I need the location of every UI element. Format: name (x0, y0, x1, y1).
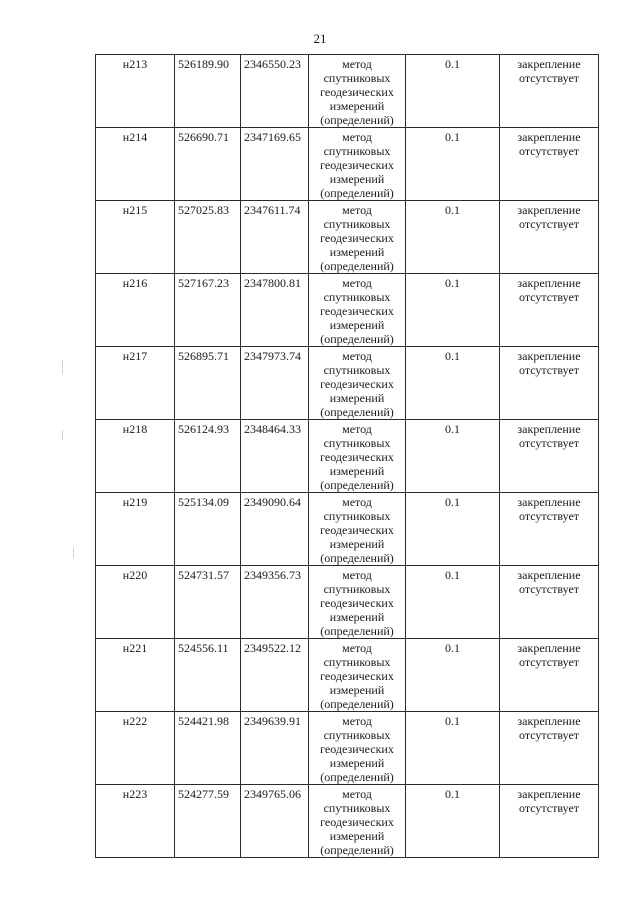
table-row (96, 639, 599, 712)
y-coordinate-text: 2349639.91 (244, 714, 301, 728)
accuracy-text: 0.1 (445, 641, 460, 655)
y-coordinate-text: 2346550.23 (244, 57, 301, 71)
fixing-description-cell (500, 712, 599, 785)
accuracy-cell (406, 785, 500, 858)
method-cell (309, 274, 406, 347)
scan-artifact (73, 548, 74, 558)
x-coordinate-cell (175, 55, 241, 128)
method-cell (309, 128, 406, 201)
point-id-text: н221 (122, 641, 148, 655)
scan-artifact (62, 430, 63, 440)
x-coordinate-cell (175, 712, 241, 785)
table-row (96, 201, 599, 274)
accuracy-cell (406, 639, 500, 712)
accuracy-cell (406, 128, 500, 201)
fixing-description-cell (500, 274, 599, 347)
fixing-description-cell (500, 785, 599, 858)
x-coordinate-text: 527025.83 (178, 203, 229, 217)
y-coordinate-cell (241, 55, 309, 128)
x-coordinate-cell (175, 785, 241, 858)
y-coordinate-text: 2349765.06 (244, 787, 301, 801)
table-row (96, 493, 599, 566)
point-id-cell (96, 493, 175, 566)
scan-artifact (62, 360, 63, 374)
x-coordinate-text: 524731.57 (178, 568, 229, 582)
accuracy-cell (406, 274, 500, 347)
point-id-text: н216 (122, 276, 148, 290)
points-table-body (96, 55, 599, 858)
table-row (96, 55, 599, 128)
accuracy-text: 0.1 (445, 57, 460, 71)
x-coordinate-cell (175, 566, 241, 639)
x-coordinate-cell (175, 128, 241, 201)
y-coordinate-text: 2347611.74 (244, 203, 301, 217)
point-id-text: н219 (122, 495, 148, 509)
method-text: метод спутниковых геодезических измерений (определений) (320, 130, 394, 200)
fixing-description-cell (500, 347, 599, 420)
fixing-description-text: закрепление отсутствует (517, 495, 581, 523)
accuracy-cell (406, 420, 500, 493)
point-id-text: н218 (122, 422, 148, 436)
y-coordinate-text: 2348464.33 (244, 422, 301, 436)
x-coordinate-text: 524556.11 (178, 641, 229, 655)
y-coordinate-cell (241, 493, 309, 566)
fixing-description-cell (500, 566, 599, 639)
method-text: метод спутниковых геодезических измерений (определений) (320, 203, 394, 273)
accuracy-text: 0.1 (445, 276, 460, 290)
point-id-cell (96, 274, 175, 347)
accuracy-cell (406, 201, 500, 274)
x-coordinate-cell (175, 201, 241, 274)
x-coordinate-text: 524421.98 (178, 714, 229, 728)
fixing-description-text: закрепление отсутствует (517, 57, 581, 85)
accuracy-text: 0.1 (445, 714, 460, 728)
fixing-description-text: закрепление отсутствует (517, 422, 581, 450)
method-text: метод спутниковых геодезических измерений (определений) (320, 57, 394, 127)
fixing-description-text: закрепление отсутствует (517, 130, 581, 158)
point-id-text: н223 (122, 787, 148, 801)
method-cell (309, 712, 406, 785)
y-coordinate-cell (241, 712, 309, 785)
y-coordinate-text: 2347800.81 (244, 276, 301, 290)
table-row (96, 274, 599, 347)
accuracy-text: 0.1 (445, 568, 460, 582)
method-cell (309, 566, 406, 639)
method-cell (309, 639, 406, 712)
method-cell (309, 493, 406, 566)
accuracy-cell (406, 712, 500, 785)
point-id-text: н213 (122, 57, 148, 71)
accuracy-cell (406, 566, 500, 639)
accuracy-text: 0.1 (445, 130, 460, 144)
point-id-text: н220 (122, 568, 148, 582)
x-coordinate-cell (175, 493, 241, 566)
accuracy-text: 0.1 (445, 349, 460, 363)
point-id-cell (96, 55, 175, 128)
accuracy-cell (406, 347, 500, 420)
table-row (96, 128, 599, 201)
x-coordinate-text: 525134.09 (178, 495, 229, 509)
y-coordinate-cell (241, 128, 309, 201)
x-coordinate-text: 526189.90 (178, 57, 229, 71)
y-coordinate-text: 2349090.64 (244, 495, 301, 509)
x-coordinate-cell (175, 274, 241, 347)
accuracy-cell (406, 55, 500, 128)
fixing-description-text: закрепление отсутствует (517, 787, 581, 815)
point-id-text: н214 (122, 130, 148, 144)
method-cell (309, 201, 406, 274)
point-id-cell (96, 420, 175, 493)
page-number: 21 (313, 31, 327, 46)
method-cell (309, 347, 406, 420)
y-coordinate-text: 2349356.73 (244, 568, 301, 582)
y-coordinate-cell (241, 639, 309, 712)
point-id-cell (96, 566, 175, 639)
x-coordinate-cell (175, 639, 241, 712)
fixing-description-text: закрепление отсутствует (517, 714, 581, 742)
point-id-cell (96, 639, 175, 712)
accuracy-text: 0.1 (445, 787, 460, 801)
y-coordinate-cell (241, 785, 309, 858)
point-id-cell (96, 201, 175, 274)
y-coordinate-cell (241, 420, 309, 493)
table-row (96, 566, 599, 639)
fixing-description-cell (500, 639, 599, 712)
accuracy-text: 0.1 (445, 495, 460, 509)
table-row (96, 712, 599, 785)
fixing-description-cell (500, 128, 599, 201)
method-cell (309, 785, 406, 858)
fixing-description-cell (500, 55, 599, 128)
point-id-text: н217 (122, 349, 148, 363)
y-coordinate-cell (241, 274, 309, 347)
fixing-description-text: закрепление отсутствует (517, 349, 581, 377)
y-coordinate-text: 2349522.12 (244, 641, 301, 655)
fixing-description-text: закрепление отсутствует (517, 203, 581, 231)
point-id-cell (96, 712, 175, 785)
accuracy-text: 0.1 (445, 422, 460, 436)
x-coordinate-cell (175, 347, 241, 420)
x-coordinate-text: 527167.23 (178, 276, 229, 290)
points-table (95, 54, 599, 858)
method-text: метод спутниковых геодезических измерений (определений) (320, 276, 394, 346)
y-coordinate-cell (241, 566, 309, 639)
fixing-description-text: закрепление отсутствует (517, 568, 581, 596)
fixing-description-cell (500, 201, 599, 274)
x-coordinate-text: 526690.71 (178, 130, 229, 144)
x-coordinate-cell (175, 420, 241, 493)
table-row (96, 785, 599, 858)
accuracy-cell (406, 493, 500, 566)
x-coordinate-text: 526124.93 (178, 422, 229, 436)
table-row (96, 347, 599, 420)
point-id-text: н222 (122, 714, 148, 728)
y-coordinate-text: 2347169.65 (244, 130, 301, 144)
x-coordinate-text: 526895.71 (178, 349, 229, 363)
fixing-description-text: закрепление отсутствует (517, 641, 581, 669)
fixing-description-cell (500, 493, 599, 566)
method-text: метод спутниковых геодезических измерений (определений) (320, 422, 394, 492)
method-cell (309, 55, 406, 128)
accuracy-text: 0.1 (445, 203, 460, 217)
point-id-text: н215 (122, 203, 148, 217)
point-id-cell (96, 347, 175, 420)
method-text: метод спутниковых геодезических измерений (определений) (320, 641, 394, 711)
point-id-cell (96, 128, 175, 201)
method-text: метод спутниковых геодезических измерений (определений) (320, 568, 394, 638)
y-coordinate-cell (241, 347, 309, 420)
fixing-description-cell (500, 420, 599, 493)
y-coordinate-text: 2347973.74 (244, 349, 301, 363)
y-coordinate-cell (241, 201, 309, 274)
method-cell (309, 420, 406, 493)
method-text: метод спутниковых геодезических измерений (определений) (320, 714, 394, 784)
method-text: метод спутниковых геодезических измерений (определений) (320, 495, 394, 565)
table-row (96, 420, 599, 493)
method-text: метод спутниковых геодезических измерений (определений) (320, 349, 394, 419)
method-text: метод спутниковых геодезических измерений (определений) (320, 787, 394, 857)
fixing-description-text: закрепление отсутствует (517, 276, 581, 304)
x-coordinate-text: 524277.59 (178, 787, 229, 801)
point-id-cell (96, 785, 175, 858)
